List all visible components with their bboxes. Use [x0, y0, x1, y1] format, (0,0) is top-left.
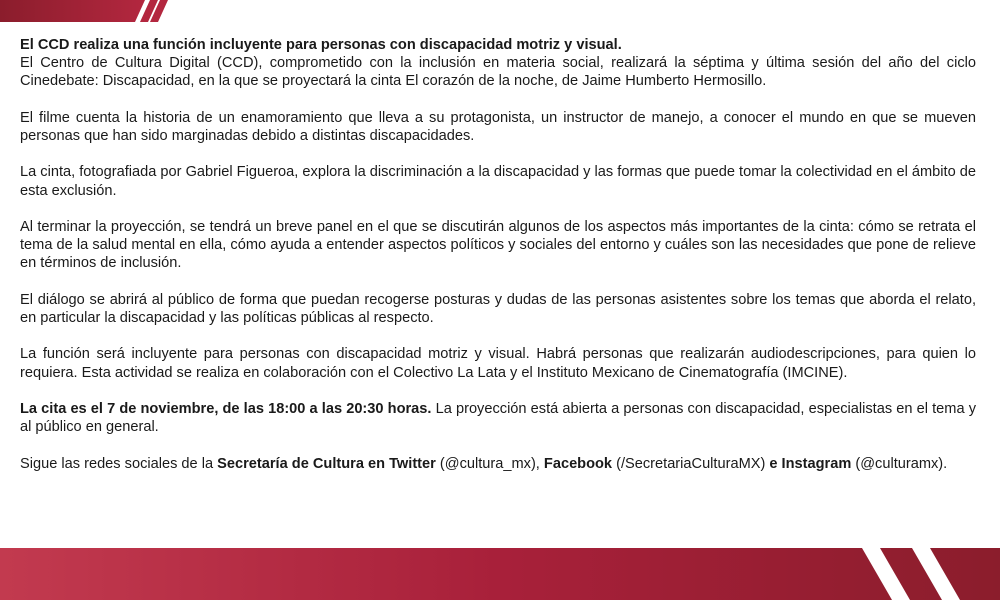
- article-heading: El CCD realiza una función incluyente para personas con discapacidad motriz y visual.: [20, 37, 622, 53]
- paragraph-4: Al terminar la proyección, se tendrá un breve panel en el que se discutirán algunos de los aspectos más importantes de la cinta: cómo se retrata el tema de la salud mental en ella, cómo ayuda a entender aspectos políticos y sociales del entorno y cuáles son las necesidades que pone de relieve en términos de inclusión.: [20, 218, 976, 272]
- bottom-decorative-bar: [0, 548, 1000, 600]
- article-intro: [20, 36, 976, 91]
- paragraph-8: [20, 455, 976, 473]
- top-decorative-bar: [0, 0, 1000, 22]
- social-twitter-label: Secretaría de Cultura en Twitter: [217, 455, 436, 472]
- paragraph-5: El diálogo se abrirá al público de forma que puedan recogerse posturas y dudas de las personas asistentes sobre los temas que aborda el relato, en particular la discapacidad y las políticas públicas al respecto.: [20, 291, 976, 326]
- social-instagram-handle: (@culturamx).: [851, 455, 948, 472]
- article-body: [20, 36, 976, 491]
- paragraph-7-rest: La proyección está abierta a personas con discapacidad, especialistas en el tema y al público en general.: [20, 400, 976, 436]
- paragraph-1: El Centro de Cultura Digital (CCD), comprometido con la inclusión en materia social, realizará la séptima y última sesión del año del ciclo Cinedebate: Discapacidad, en la que se proyectará la cinta El corazón de la noche, de Jaime Humberto Hermosillo.: [20, 55, 976, 90]
- social-facebook-handle: (/SecretariaCulturaMX): [612, 455, 770, 472]
- paragraph-2: El filme cuenta la historia de un enamoramiento que lleva a su protagonista, un instructor de manejo, a conocer el mundo en que se mueven personas que han sido marginadas debido a distintas discapacidades.: [20, 109, 976, 144]
- social-twitter-handle: (@cultura_mx),: [435, 455, 544, 472]
- paragraph-7: [20, 400, 976, 436]
- social-facebook-label: Facebook: [543, 455, 613, 472]
- paragraph-6: La función será incluyente para personas con discapacidad motriz y visual. Habrá personas que realizarán audiodescripciones, para quien lo requiera. Esta actividad se realiza en colaboración con el Colectivo La Lata y el Instituto Mexicano de Cinematografía (IMCINE).: [20, 346, 976, 381]
- social-intro: Sigue las redes sociales de la: [20, 455, 218, 472]
- event-date-time: La cita es el 7 de noviembre, de las 18:00 a las 20:30 horas.: [20, 400, 432, 417]
- paragraph-3: La cinta, fotografiada por Gabriel Figueroa, explora la discriminación a la discapacidad y las formas que puede tomar la colectividad en el ámbito de esta exclusión.: [20, 164, 976, 199]
- social-instagram-label: e Instagram: [769, 455, 852, 472]
